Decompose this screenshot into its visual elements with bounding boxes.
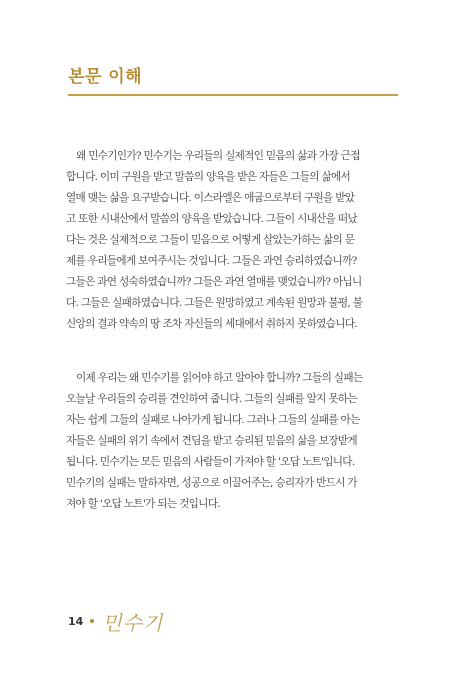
paragraph-2 bbox=[66, 368, 402, 515]
book-title-logo: 민수기 bbox=[102, 610, 164, 635]
text-line: 신앙의 결과 약속의 땅 조차 자신들의 세대에서 취하지 못하였습니다. bbox=[66, 318, 357, 331]
page-footer bbox=[68, 608, 163, 634]
text-line: 그들은 과연 성숙하였습니까? 그들은 과연 열매를 맺었습니까? 아닙니 bbox=[66, 276, 362, 289]
paragraph-1 bbox=[66, 146, 402, 335]
text-line: 자는 쉽게 그들의 실패로 나아가게 됩니다. 그러나 그들의 실패를 아는 bbox=[66, 414, 360, 427]
bullet-dot bbox=[90, 619, 94, 623]
text-line: 합니다. 이미 구원을 받고 말씀의 양육을 받은 자들은 그들의 삶에서 bbox=[66, 171, 351, 184]
text-line: 자들은 실패의 위기 속에서 견딤을 받고 승리된 믿음의 삶을 보장받게 bbox=[66, 435, 357, 448]
text-line: 왜 민수기인가? 민수기는 우리들의 실제적인 믿음의 삶과 가장 근접 bbox=[76, 150, 360, 162]
text-line: 열매 맺는 삶을 요구받습니다. 이스라엘은 애굽으로부터 구원을 받았 bbox=[66, 192, 355, 205]
text-line: 고 또한 시내산에서 말씀의 양육을 받았습니다. 그들이 시내산을 떠났 bbox=[66, 213, 357, 226]
text-line: 이제 우리는 왜 민수기를 읽어야 하고 알아야 합니까? 그들의 실패는 bbox=[76, 372, 363, 384]
page-number: 14 bbox=[68, 614, 84, 628]
text-line: 오늘날 우리들의 승리를 견인하여 줍니다. 그들의 실패를 알지 못하는 bbox=[66, 393, 357, 406]
text-line: 민수기의 실패는 말하자면, 성공으로 이끌어주는, 승리자가 반드시 가 bbox=[66, 477, 357, 490]
text-line: 져야 할 '오답 노트'가 되는 것입니다. bbox=[66, 498, 220, 511]
text-line: 제를 우리들에게 보여주시는 것입니다. 그들은 과연 승리하였습니까? bbox=[66, 255, 357, 268]
text-line: 다는 것은 실제적으로 그들이 믿음으로 어떻게 살았는가하는 삶의 문 bbox=[66, 234, 355, 247]
title-rule bbox=[68, 94, 398, 96]
text-line: 됩니다. 민수기는 모든 믿음의 사람들이 가져야 할 '오답 노트'입니다. bbox=[66, 456, 355, 469]
text-line: 다. 그들은 실패하였습니다. 그들은 원망하였고 계속된 원망과 불평, 불 bbox=[66, 297, 363, 310]
section-title: 본문 이해 bbox=[68, 67, 143, 87]
